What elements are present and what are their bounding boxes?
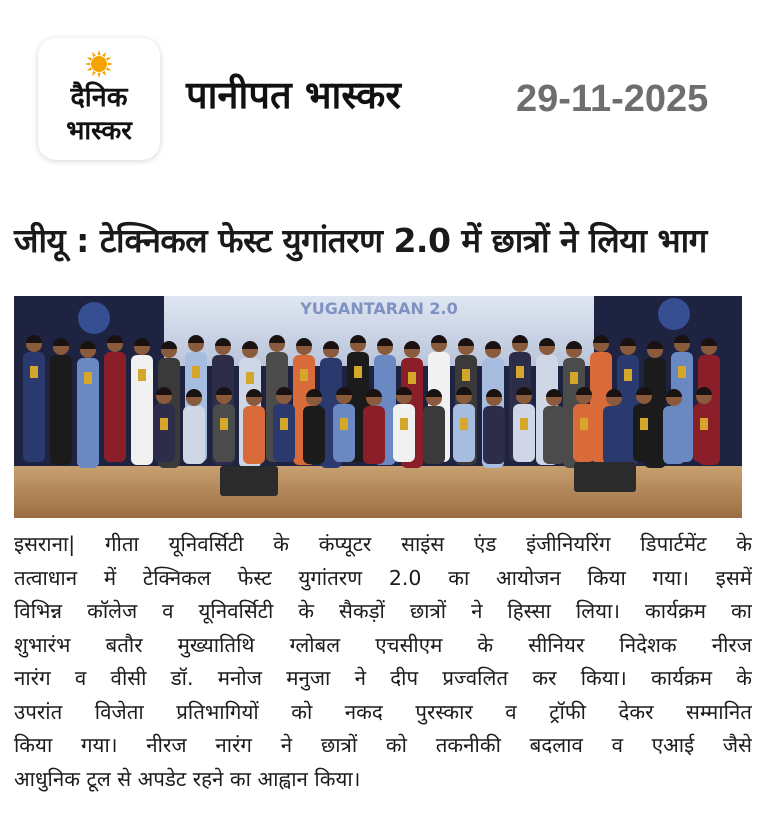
dainik-bhaskar-logo[interactable] bbox=[38, 38, 160, 160]
stage-speaker-right bbox=[574, 462, 636, 492]
article-body-line: विभिन्न कॉलेज व यूनिवर्सिटी के सैकड़ों छात्रों ने हिस्सा लिया। कार्यक्रम का bbox=[14, 599, 752, 623]
logo-text-bhaskar: भास्कर bbox=[66, 116, 132, 146]
logo-text-dainik: दैनिक bbox=[70, 82, 128, 113]
person-figure bbox=[104, 335, 126, 462]
article-body-line: इसराना| गीता यूनिवर्सिटी के कंप्यूटर साइंस एंड इंजीनियरिंग डिपार्टमेंट के bbox=[14, 532, 752, 556]
edition-name: पानीपत भास्कर bbox=[186, 73, 401, 117]
stage-speaker-left bbox=[220, 466, 278, 496]
edition-date: 29-11-2025 bbox=[516, 78, 709, 120]
article-body-line: उपरांत विजेता प्रतिभागियों को नकद पुरस्कार व ट्रॉफी देकर सम्मानित bbox=[14, 699, 752, 724]
article-body-line: आधुनिक टूल से अपडेट रहने का आह्वान किया। bbox=[14, 766, 361, 791]
group-photo-illustration bbox=[14, 296, 742, 518]
article-body bbox=[14, 528, 752, 796]
person-figure bbox=[23, 335, 45, 462]
article-headline: जीयू : टेक्निकल फेस्ट युगांतरण 2.0 में छात्रों ने लिया भाग bbox=[14, 221, 707, 260]
person-figure bbox=[77, 341, 99, 468]
article-body-line: नारंग व वीसी डॉ. मनोज मनुजा ने दीप प्रज्वलित कर किया। कार्यक्रम के bbox=[14, 666, 752, 690]
person-figure bbox=[131, 338, 153, 465]
sun-icon bbox=[85, 50, 113, 78]
person-figure bbox=[50, 338, 72, 465]
group-photo[interactable] bbox=[14, 296, 742, 518]
stage-banner-text: YUGANTARAN 2.0 bbox=[300, 299, 458, 318]
article-body-line: शुभारंभ बतौर मुख्यातिथि ग्लोबल एचसीएम के सीनियर निदेशक नीरज bbox=[14, 632, 752, 657]
article-body-line: किया गया। नीरज नारंग ने छात्रों को तकनीकी बदलाव व एआई जैसे bbox=[14, 733, 752, 757]
newspaper-header bbox=[0, 0, 780, 175]
article-body-line: तत्वाधान में टेक्निकल फेस्ट युगांतरण 2.0 का आयोजन किया गया। इसमें bbox=[14, 565, 752, 590]
